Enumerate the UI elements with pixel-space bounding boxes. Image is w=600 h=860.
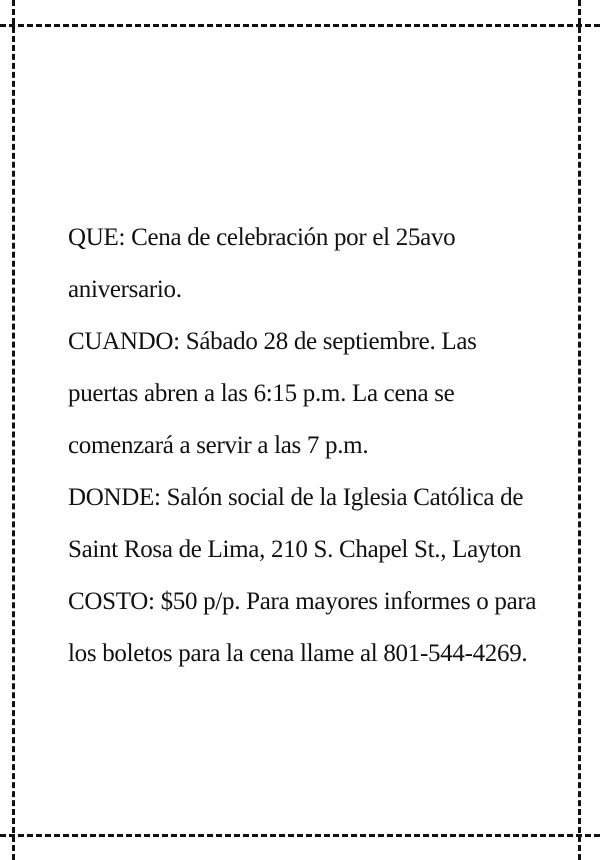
what-line-2: aniversario.: [68, 276, 182, 303]
cost-line-1: COSTO: $50 p/p. Para mayores informes o para: [68, 588, 537, 615]
when-line-1: CUANDO: Sábado 28 de septiembre. Las: [68, 328, 477, 355]
right-cut-line: [578, 0, 581, 860]
cost-line-2: los boletos para la cena llame al 801-544-4269.: [68, 640, 528, 667]
where-line-1: DONDE: Salón social de la Iglesia Católica de: [68, 484, 524, 511]
where-line-2: Saint Rosa de Lima, 210 S. Chapel St., Layton: [68, 536, 522, 563]
bottom-cut-line: [0, 834, 600, 837]
when-line-3: comenzará a servir a las 7 p.m.: [68, 432, 369, 459]
left-cut-line: [12, 0, 15, 860]
what-line-1: QUE: Cena de celebración por el 25avo: [68, 224, 456, 251]
when-line-2: puertas abren a las 6:15 p.m. La cena se: [68, 380, 455, 407]
event-details: [68, 212, 568, 680]
top-cut-line: [0, 24, 600, 27]
